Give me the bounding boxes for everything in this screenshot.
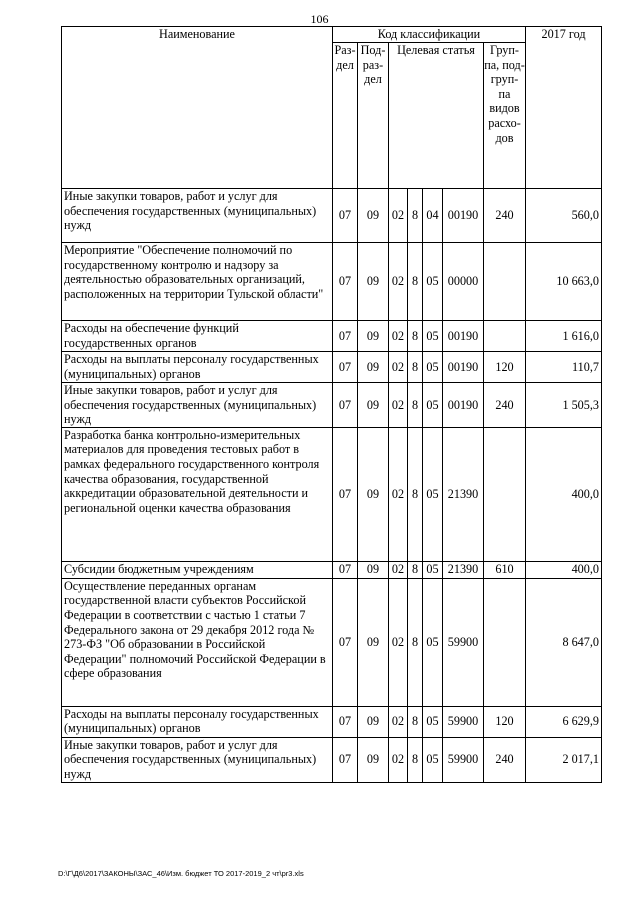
row-vr [484,578,526,706]
row-cs3: 05 [423,352,443,383]
row-vr [484,427,526,561]
row-podrazdel: 09 [358,706,389,737]
row-cs1: 02 [389,427,408,561]
row-cs2: 8 [408,578,423,706]
row-name: Мероприятие "Обеспечение полномочий по государственному контролю и надзору за деятельностью образовательных организаций, расположенных на территории Тульской области" [62,243,333,321]
row-podrazdel: 09 [358,352,389,383]
row-cs4: 21390 [443,561,484,578]
row-cs1: 02 [389,243,408,321]
row-name: Иные закупки товаров, работ и услуг для обеспечения государственных (муниципальных) нужд [62,737,333,782]
row-name: Иные закупки товаров, работ и услуг для обеспечения государственных (муниципальных) нужд [62,383,333,428]
row-podrazdel: 09 [358,427,389,561]
row-cs1: 02 [389,578,408,706]
row-razdel: 07 [333,578,358,706]
row-cs1: 02 [389,561,408,578]
row-cs4: 59900 [443,737,484,782]
row-vr: 240 [484,383,526,428]
row-cs2: 8 [408,706,423,737]
row-cs3: 05 [423,561,443,578]
row-cs3: 05 [423,427,443,561]
row-cs4: 00000 [443,243,484,321]
row-cs2: 8 [408,352,423,383]
row-vr: 240 [484,737,526,782]
row-cs4: 21390 [443,427,484,561]
row-razdel: 07 [333,352,358,383]
row-cs2: 8 [408,189,423,243]
row-vr: 240 [484,189,526,243]
row-razdel: 07 [333,561,358,578]
row-cs3: 04 [423,189,443,243]
row-razdel: 07 [333,737,358,782]
table-row [62,578,602,706]
row-name: Осуществление переданных органам государственной власти субъектов Российской Федерации в соответствии с частью 1 статьи 7 Федерального закона от 29 декабря 2012 года № 273-ФЗ "Об образовании в Российской Федерации" полномочий Российской Федерации в сфере образования [62,578,333,706]
row-razdel: 07 [333,383,358,428]
row-podrazdel: 09 [358,383,389,428]
row-cs3: 05 [423,321,443,352]
row-cs1: 02 [389,321,408,352]
header-expense-group: Груп- па, под- груп- па видов расхо- дов [484,43,526,189]
row-vr: 120 [484,706,526,737]
row-podrazdel: 09 [358,243,389,321]
row-podrazdel: 09 [358,578,389,706]
row-cs3: 05 [423,706,443,737]
budget-table [61,26,602,783]
row-razdel: 07 [333,427,358,561]
row-name: Иные закупки товаров, работ и услуг для обеспечения государственных (муниципальных) нужд [62,189,333,243]
row-razdel: 07 [333,243,358,321]
header-target-article: Целевая статья [389,43,484,189]
row-podrazdel: 09 [358,189,389,243]
row-cs4: 00190 [443,352,484,383]
row-cs2: 8 [408,737,423,782]
row-podrazdel: 09 [358,737,389,782]
row-vr: 120 [484,352,526,383]
header-classification: Код классификации [333,27,526,43]
row-cs2: 8 [408,561,423,578]
row-amount: 1 505,3 [526,383,602,428]
row-cs1: 02 [389,706,408,737]
row-amount: 8 647,0 [526,578,602,706]
row-vr [484,321,526,352]
header-name: Наименование [62,27,333,189]
row-cs1: 02 [389,189,408,243]
row-cs1: 02 [389,352,408,383]
row-name: Расходы на обеспечение функций государственных органов [62,321,333,352]
row-cs4: 00190 [443,321,484,352]
row-cs3: 05 [423,383,443,428]
row-name: Расходы на выплаты персоналу государственных (муниципальных) органов [62,352,333,383]
row-cs2: 8 [408,383,423,428]
row-cs3: 05 [423,243,443,321]
row-podrazdel: 09 [358,321,389,352]
row-amount: 6 629,9 [526,706,602,737]
row-razdel: 07 [333,189,358,243]
row-vr: 610 [484,561,526,578]
row-cs4: 59900 [443,578,484,706]
header-section: Раз- дел [333,43,358,189]
table-row [62,737,602,782]
row-cs4: 00190 [443,189,484,243]
header-year: 2017 год [526,27,602,189]
row-podrazdel: 09 [358,561,389,578]
row-cs2: 8 [408,243,423,321]
row-amount: 110,7 [526,352,602,383]
row-name: Расходы на выплаты персоналу государственных (муниципальных) органов [62,706,333,737]
row-amount: 400,0 [526,427,602,561]
row-cs2: 8 [408,427,423,561]
row-cs3: 05 [423,578,443,706]
table-row [62,383,602,428]
file-path-footer: D:\Г\Д6\2017\ЗАКОНЫ\ЗАС_46\Изм. бюджет ТО 2017-2019_2 чт\pr3.xls [58,869,304,878]
table-row [62,561,602,578]
table-row [62,706,602,737]
row-amount: 2 017,1 [526,737,602,782]
row-cs1: 02 [389,737,408,782]
row-name: Субсидии бюджетным учреждениям [62,561,333,578]
table-row [62,427,602,561]
row-amount: 400,0 [526,561,602,578]
table-row [62,243,602,321]
row-cs4: 00190 [443,383,484,428]
row-cs3: 05 [423,737,443,782]
row-name: Разработка банка контрольно-измерительных материалов для проведения тестовых работ в рамках федерального государственного контроля качества образования, государственной аккредитации образовательной деятельности и региональной оценки качества образования [62,427,333,561]
row-cs2: 8 [408,321,423,352]
row-amount: 560,0 [526,189,602,243]
row-cs1: 02 [389,383,408,428]
table-row [62,352,602,383]
row-razdel: 07 [333,706,358,737]
header-subsection: Под- раз- дел [358,43,389,189]
row-razdel: 07 [333,321,358,352]
page-number: 106 [310,12,329,26]
row-cs4: 59900 [443,706,484,737]
row-amount: 1 616,0 [526,321,602,352]
row-amount: 10 663,0 [526,243,602,321]
table-row [62,189,602,243]
table-row [62,321,602,352]
row-vr [484,243,526,321]
